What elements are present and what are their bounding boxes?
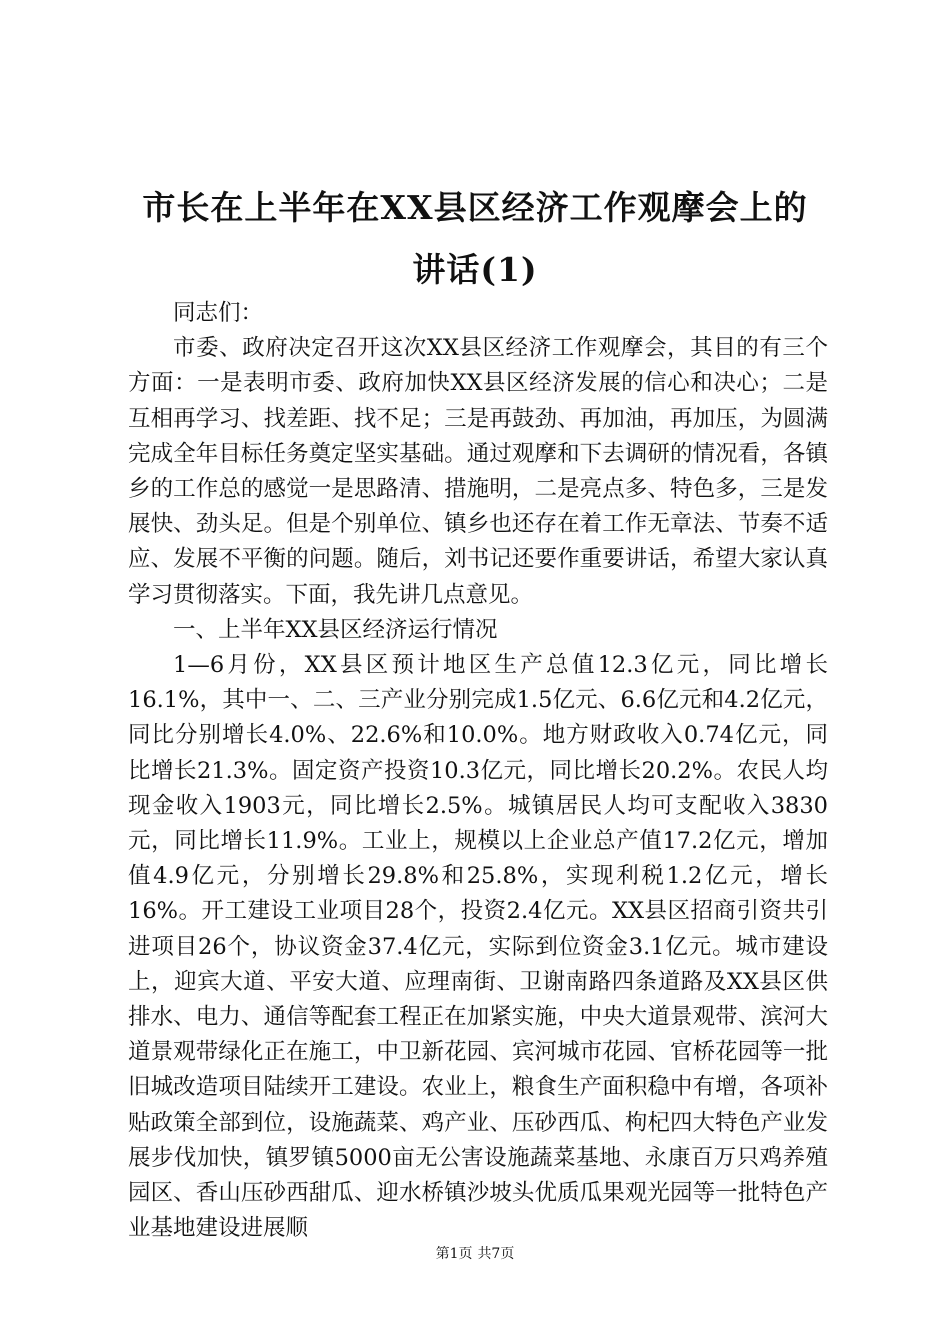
page-number: 第1页 — [435, 1246, 473, 1262]
document-body — [128, 296, 828, 1246]
paragraph-economic-data: 1—6月份，XX县区预计地区生产总值12.3亿元，同比增长16.1%，其中一、二、三产业分别完成1.5亿元、6.6亿元和4.2亿元，同比分别增长4.0%、22.6%和10.0%。地方财政收入0.74亿元，同比增长21.3%。固定资产投资10.3亿元，同比增长20.2%。农民人均现金收入1903元，同比增长2.5%。城镇居民人均可支配收入3830元，同比增长11.9%。工业上，规模以上企业总产值17.2亿元，增加值4.9亿元，分别增长29.8%和25.8%，实现利税1.2亿元，增长16%。开工建设工业项目28个，投资2.4亿元。XX县区招商引资共引进项目26个，协议资金37.4亿元，实际到位资金3.1亿元。城市建设上，迎宾大道、平安大道、应理南街、卫谢南路四条道路及XX县区供排水、电力、通信等配套工程正在加紧实施，中央大道景观带、滨河大道景观带绿化正在施工，中卫新花园、宾河城市花园、官桥花园等一批旧城改造项目陆续开工建设。农业上，粮食生产面积稳中有增，各项补贴政策全部到位，设施蔬菜、鸡产业、压砂西瓜、枸杞四大特色产业发展步伐加快，镇罗镇5000亩无公害设施蔬菜基地、永康百万只鸡养殖园区、香山压砂西甜瓜、迎水桥镇沙坡头优质瓜果观光园等一批特色产业基地建设进展顺 — [128, 652, 828, 1242]
section-heading: 一、上半年XX县区经济运行情况 — [173, 616, 498, 643]
document-title-line-2: 讲话(1) — [412, 250, 538, 289]
page-total: 共7页 — [477, 1246, 515, 1262]
page-footer — [0, 1244, 950, 1264]
paragraph-intro: 市委、政府决定召开这次XX县区经济工作观摩会，其目的有三个方面：一是表明市委、政府加快XX县区经济发展的信心和决心；二是互相再学习、找差距、找不足；三是再鼓劲、再加油，再加压，为圆满完成全年目标任务奠定坚实基础。通过观摩和下去调研的情况看，各镇乡的工作总的感觉一是思路清、措施明，二是亮点多、特色多，三是发展快、劲头足。但是个别单位、镇乡也还存在着工作无章法、节奏不适应、发展不平衡的问题。随后，刘书记还要作重要讲话，希望大家认真学习贯彻落实。下面，我先讲几点意见。 — [128, 335, 828, 608]
salutation: 同志们： — [173, 300, 264, 326]
document-title-line-1: 市长在上半年在XX县区经济工作观摩会上的 — [142, 188, 808, 227]
